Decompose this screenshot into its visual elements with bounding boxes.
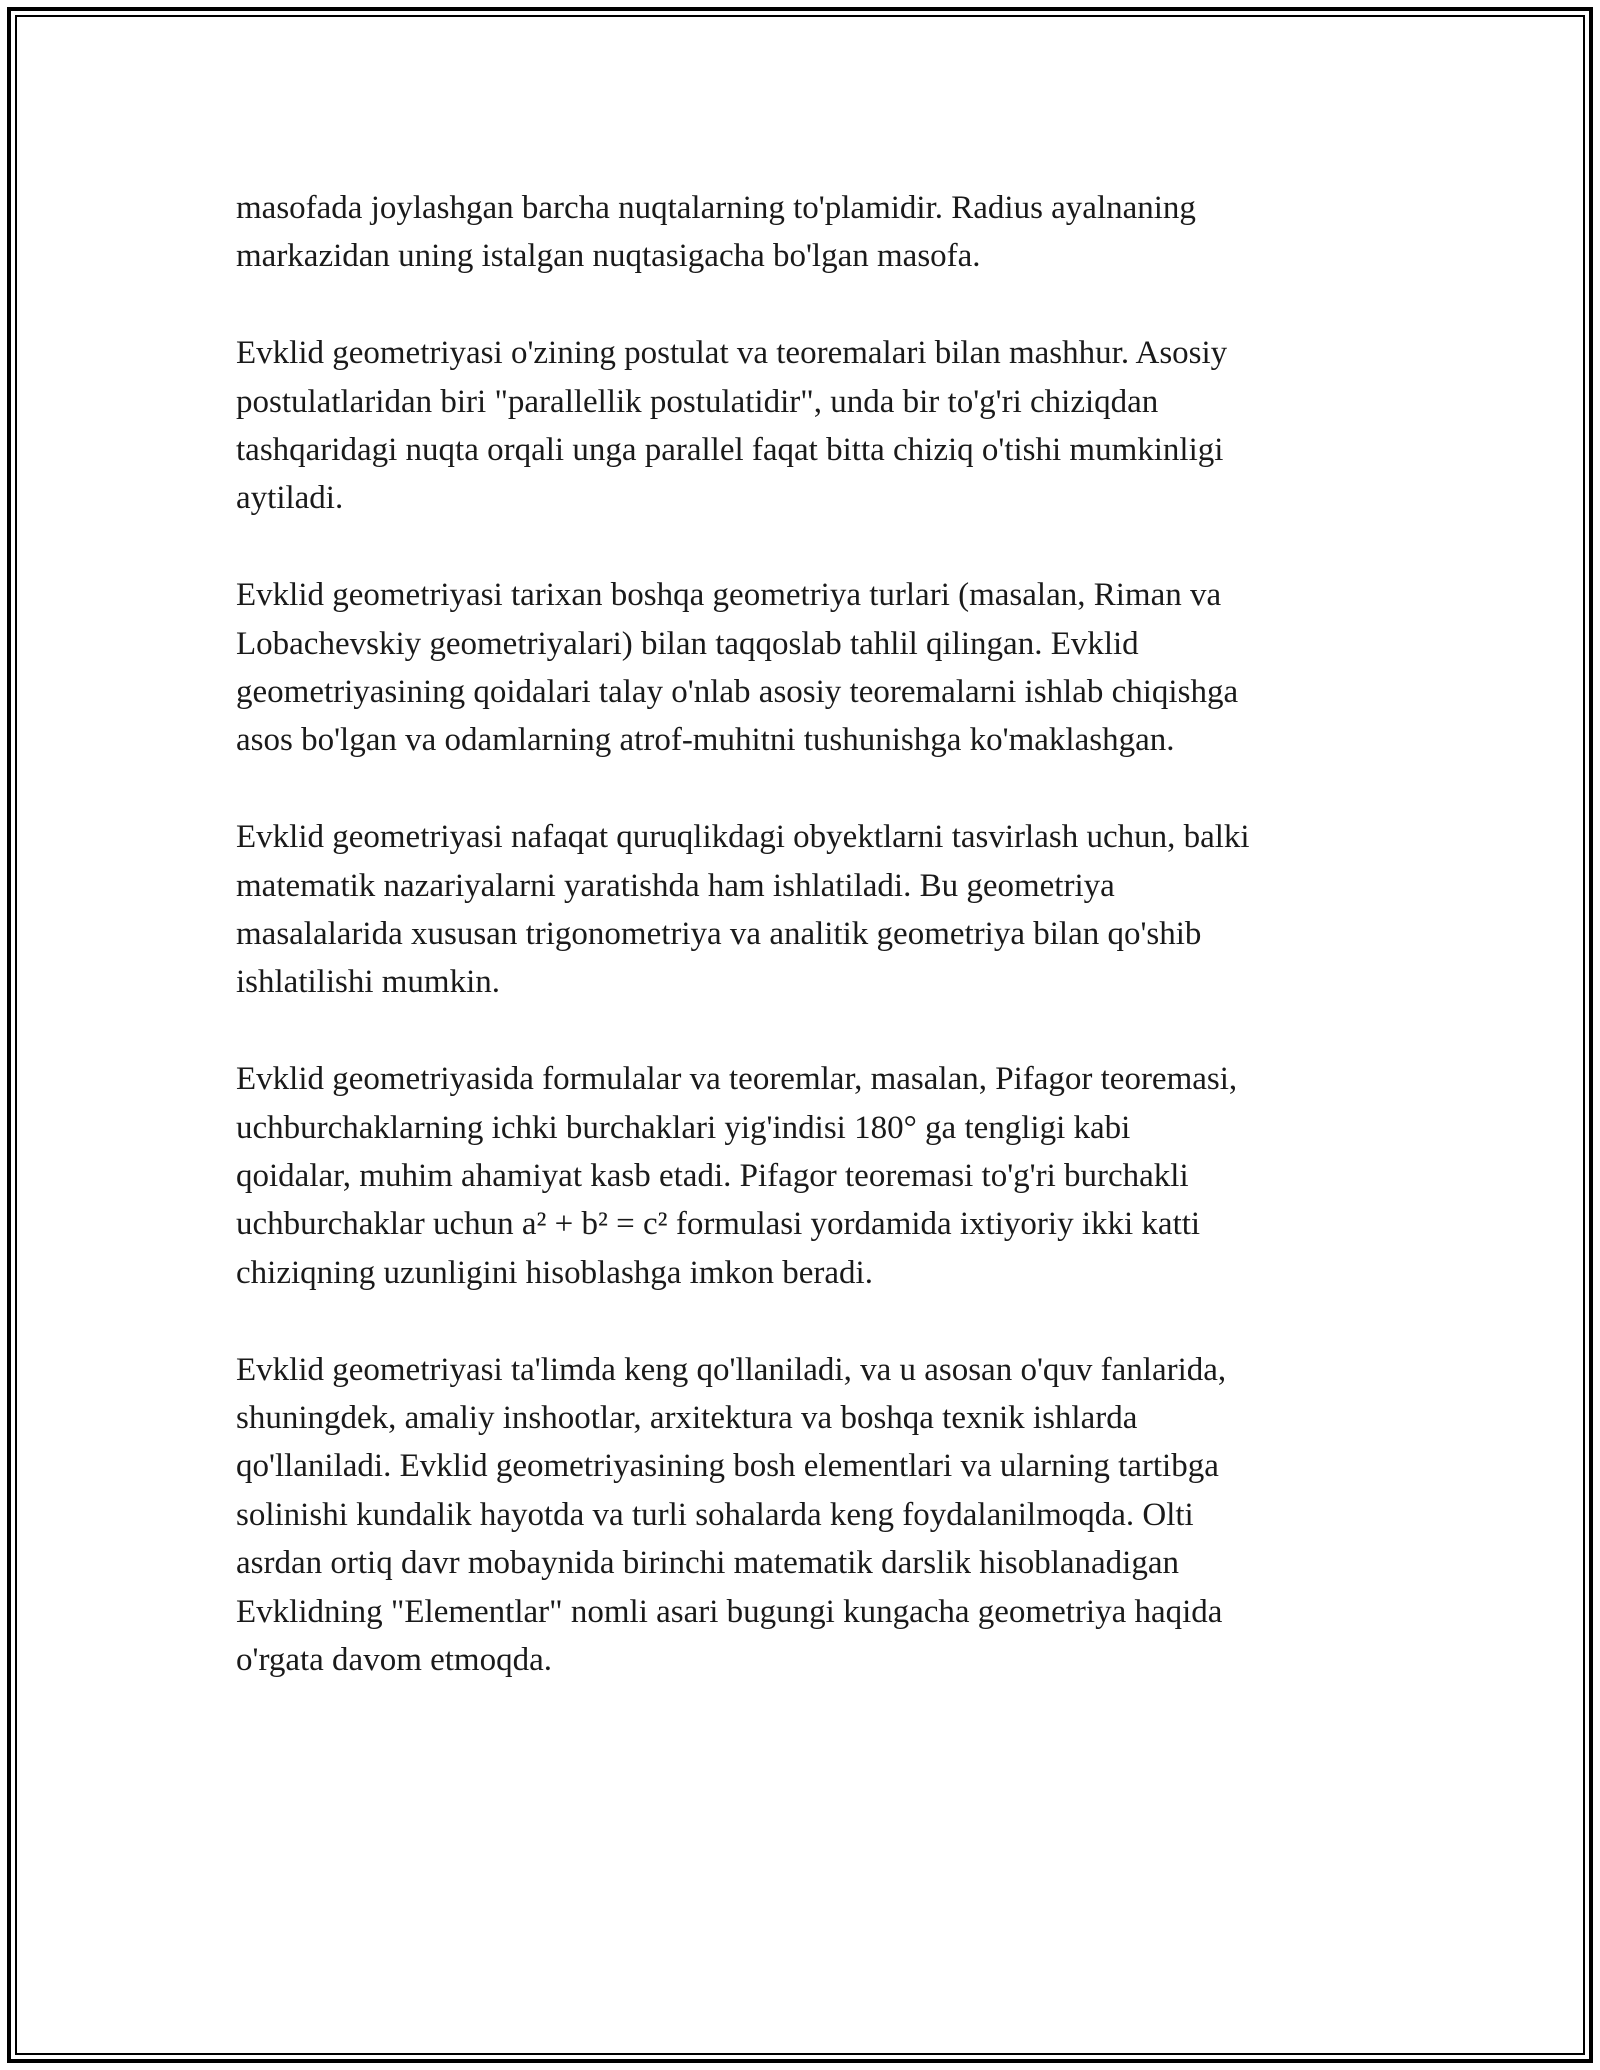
text-line: uchburchaklarning ichki burchaklari yig'indisi 180° ga tengligi kabi <box>236 1109 1131 1146</box>
text-line: Lobachevskiy geometriyalari) bilan taqqoslab tahlil qilingan. Evklid <box>236 625 1139 662</box>
text-line: markazidan uning istalgan nuqtasigacha bo'lgan masofa. <box>236 238 981 275</box>
text-line: ishlatilishi mumkin. <box>236 964 501 1001</box>
text-line: postulatlaridan biri "parallellik postulatidir", unda bir to'g'ri chiziqdan <box>236 383 1159 420</box>
text-line: matematik nazariyalarni yaratishda ham ishlatiladi. Bu geometriya <box>236 867 1115 904</box>
paragraph <box>236 329 1376 523</box>
paragraph <box>236 571 1376 765</box>
text-line: asrdan ortiq davr mobaynida birinchi matematik darslik hisoblanadigan <box>236 1545 1179 1582</box>
text-line: o'rgata davom etmoqda. <box>236 1642 552 1679</box>
paragraph <box>236 813 1376 1007</box>
text-line: Evklid geometriyasi o'zining postulat va teoremalari bilan mashhur. Asosiy <box>236 335 1228 372</box>
document-body <box>236 184 1376 1733</box>
paragraph <box>236 184 1376 281</box>
text-line: shuningdek, amaliy inshootlar, arxitektura va boshqa texnik ishlarda <box>236 1400 1138 1437</box>
text-line: chiziqning uzunligini hisoblashga imkon beradi. <box>236 1254 873 1291</box>
text-line: qo'llaniladi. Evklid geometriyasining bosh elementlari va ularning tartibga <box>236 1448 1219 1485</box>
text-line: geometriyasining qoidalari talay o'nlab asosiy teoremalarni ishlab chiqishga <box>236 674 1239 711</box>
text-line: Evklid geometriyasi tarixan boshqa geometriya turlari (masalan, Riman va <box>236 577 1222 614</box>
paragraph <box>236 1346 1376 1685</box>
text-line: Evklidning "Elementlar" nomli asari bugungi kungacha geometriya haqida <box>236 1593 1223 1630</box>
text-line: aytiladi. <box>236 480 344 517</box>
text-line: qoidalar, muhim ahamiyat kasb etadi. Pifagor teoremasi to'g'ri burchakli <box>236 1158 1189 1195</box>
text-line: uchburchaklar uchun a² + b² = c² formulasi yordamida ixtiyoriy ikki katti <box>236 1206 1201 1243</box>
text-line: masofada joylashgan barcha nuqtalarning to'plamidir. Radius ayalnaning <box>236 190 1196 226</box>
text-line: Evklid geometriyasi ta'limda keng qo'llaniladi, va u asosan o'quv fanlarida, <box>236 1351 1227 1388</box>
text-line: Evklid geometriyasi nafaqat quruqlikdagi obyektlarni tasvirlash uchun, balki <box>236 819 1250 856</box>
text-line: asos bo'lgan va odamlarning atrof-muhitni tushunishga ko'maklashgan. <box>236 722 1175 759</box>
paragraph <box>236 1055 1376 1297</box>
text-line: solinishi kundalik hayotda va turli sohalarda keng foydalanilmoqda. Olti <box>236 1496 1194 1533</box>
text-line: masalalarida xususan trigonometriya va analitik geometriya bilan qo'shib <box>236 916 1202 953</box>
text-line: tashqaridagi nuqta orqali unga parallel faqat bitta chiziq o'tishi mumkinligi <box>236 432 1224 469</box>
text-line: Evklid geometriyasida formulalar va teoremlar, masalan, Pifagor teoremasi, <box>236 1061 1238 1098</box>
